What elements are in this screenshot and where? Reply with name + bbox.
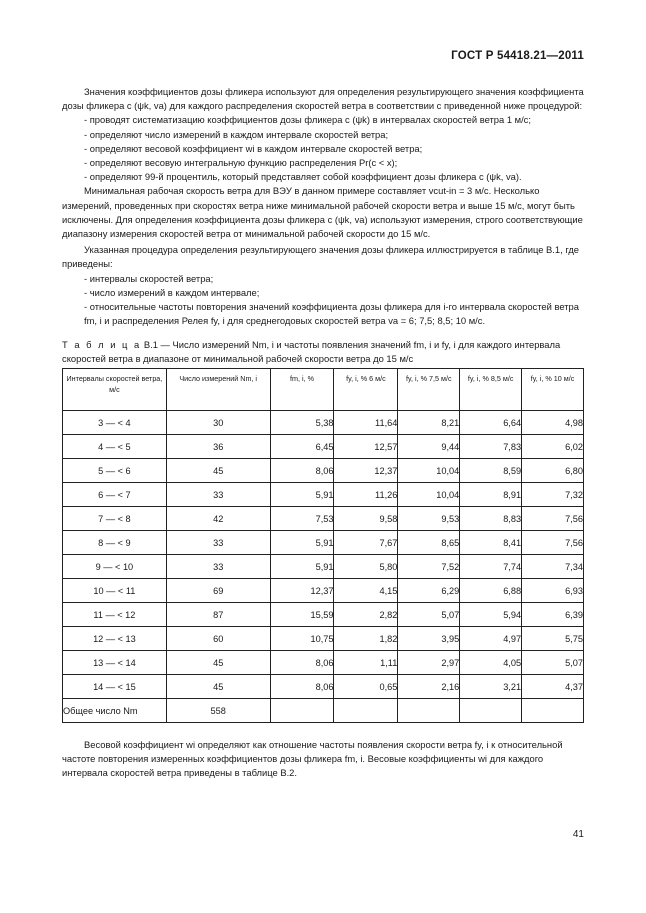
page-number: 41	[572, 829, 584, 840]
table-cell: 8,41	[460, 531, 522, 555]
table-cell: 5,91	[270, 531, 334, 555]
table-cell	[270, 699, 334, 723]
table-cell: 10,75	[270, 627, 334, 651]
header-fm: fm, i, %	[270, 369, 334, 411]
table-cell: 33	[166, 555, 270, 579]
table-caption	[62, 338, 584, 366]
intro-section	[62, 85, 584, 328]
table-caption-label: Т а б л и ц а	[62, 339, 142, 350]
table-row	[63, 627, 584, 651]
total-label: Общее число Nm	[63, 699, 167, 723]
table-cell	[522, 699, 584, 723]
table-total-row	[63, 699, 584, 723]
header-fy-10: fy, i, % 10 м/с	[522, 369, 584, 411]
table-cell: 4,05	[460, 651, 522, 675]
header-fy-6: fy, i, % 6 м/с	[334, 369, 398, 411]
table-cell: 10,04	[398, 459, 460, 483]
closing-paragraph: Весовой коэффициент wi определяют как отношение частоты появления скорости ветра fy, i к относительной частоте повторения измеренных коэффициентов дозы фликера fm, i. Весовые коэффициенты wi для каждого интервала скоростей ветра приведены в таблице В.2.	[62, 739, 563, 779]
table-cell: 7,83	[460, 435, 522, 459]
table-cell: 11,64	[334, 411, 398, 435]
table-cell: 2,82	[334, 603, 398, 627]
header-fy-7-5: fy, i, % 7,5 м/с	[398, 369, 460, 411]
table-cell: 6 — < 7	[63, 483, 167, 507]
table-cell: 3 — < 4	[63, 411, 167, 435]
table-item-2: - число измерений в каждом интервале;	[84, 286, 260, 298]
table-cell: 8 — < 9	[63, 531, 167, 555]
procedure-step-2: - определяют число измерений в каждом интервале скоростей ветра;	[84, 128, 389, 140]
table-cell: 5,91	[270, 555, 334, 579]
table-row	[63, 507, 584, 531]
table-cell: 5,07	[522, 651, 584, 675]
table-cell: 33	[166, 531, 270, 555]
intro-paragraph-3: Указанная процедура определения результирующего значения дозы фликера иллюстрируется в таблице В.1, где приведены:	[62, 244, 580, 270]
header-measurement-count: Число измерений Nm, i	[166, 369, 270, 411]
table-cell: 8,65	[398, 531, 460, 555]
data-table	[62, 368, 584, 723]
table-item-1: - интервалы скоростей ветра;	[84, 272, 214, 284]
table-cell: 5,80	[334, 555, 398, 579]
table-cell: 6,64	[460, 411, 522, 435]
table-cell: 8,06	[270, 675, 334, 699]
table-cell: 10,04	[398, 483, 460, 507]
table-cell: 45	[166, 651, 270, 675]
table-cell: 7,34	[522, 555, 584, 579]
table-cell: 7,56	[522, 507, 584, 531]
table-cell: 14 — < 15	[63, 675, 167, 699]
table-caption-text: В.1 — Число измерений Nm, i и частоты появления значений fm, i и fy, i для каждого интервала скоростей ветра в диапазоне от минимальной рабочей скорости ветра до 15 м/с	[62, 339, 561, 365]
table-cell: 4,15	[334, 579, 398, 603]
closing-section	[62, 738, 584, 781]
table-row	[63, 435, 584, 459]
table-row	[63, 483, 584, 507]
procedure-step-3: - определяют весовой коэффициент wi в каждом интервале скоростей ветра;	[84, 142, 423, 154]
table-cell: 11,26	[334, 483, 398, 507]
table-cell: 5,75	[522, 627, 584, 651]
table-cell: 10 — < 11	[63, 579, 167, 603]
table-cell	[460, 699, 522, 723]
table-cell: 33	[166, 483, 270, 507]
table-cell: 5,91	[270, 483, 334, 507]
table-cell: 7,53	[270, 507, 334, 531]
table-cell: 5,38	[270, 411, 334, 435]
table-cell: 1,11	[334, 651, 398, 675]
table-cell: 8,21	[398, 411, 460, 435]
table-row	[63, 579, 584, 603]
table-cell: 4,37	[522, 675, 584, 699]
table-cell: 7,56	[522, 531, 584, 555]
table-cell: 36	[166, 435, 270, 459]
table-cell	[398, 699, 460, 723]
table-cell: 8,06	[270, 651, 334, 675]
header-wind-interval: Интервалы скоростей ветра, м/с	[63, 369, 167, 411]
table-cell: 5,94	[460, 603, 522, 627]
table-row	[63, 651, 584, 675]
table-cell: 8,91	[460, 483, 522, 507]
table-cell: 7 — < 8	[63, 507, 167, 531]
procedure-step-4: - определяют весовую интегральную функцию распределения Pr(c < x);	[84, 157, 398, 169]
table-row	[63, 555, 584, 579]
table-cell: 6,29	[398, 579, 460, 603]
table-cell: 7,52	[398, 555, 460, 579]
table-cell: 2,16	[398, 675, 460, 699]
table-cell: 3,95	[398, 627, 460, 651]
table-cell: 12,37	[334, 459, 398, 483]
table-cell: 0,65	[334, 675, 398, 699]
table-cell: 6,93	[522, 579, 584, 603]
table-cell: 4 — < 5	[63, 435, 167, 459]
table-cell: 45	[166, 459, 270, 483]
table-item-3: - относительные частоты повторения значений коэффициента дозы фликера для i-го интервала скоростей ветра fm, i и распределения Релея fy, i для среднегодовых скоростей ветра va = 6; 7,5; 8,5; 10 м/с.	[84, 301, 579, 327]
table-cell: 8,59	[460, 459, 522, 483]
table-row	[63, 459, 584, 483]
table-cell: 12,37	[270, 579, 334, 603]
table-cell: 3,21	[460, 675, 522, 699]
table-cell: 7,74	[460, 555, 522, 579]
total-value: 558	[166, 699, 270, 723]
table-cell: 69	[166, 579, 270, 603]
table-cell: 12,57	[334, 435, 398, 459]
intro-paragraph-1: Значения коэффициентов дозы фликера используют для определения результирующего значения коэффициента дозы фликера c (ψk, va) для каждого распределения скоростей ветра в соответствии с приведенной ниже процедурой:	[62, 86, 584, 112]
table-cell: 8,83	[460, 507, 522, 531]
table-cell: 9,44	[398, 435, 460, 459]
standard-designation: ГОСТ Р 54418.21—2011	[451, 50, 584, 62]
table-cell: 4,97	[460, 627, 522, 651]
table-row	[63, 411, 584, 435]
table-cell: 9,53	[398, 507, 460, 531]
table-cell: 15,59	[270, 603, 334, 627]
table-cell	[334, 699, 398, 723]
table-row	[63, 603, 584, 627]
table-cell: 8,06	[270, 459, 334, 483]
table-cell: 9 — < 10	[63, 555, 167, 579]
table-cell: 1,82	[334, 627, 398, 651]
header-fy-8-5: fy, i, % 8,5 м/с	[460, 369, 522, 411]
table-cell: 30	[166, 411, 270, 435]
table-cell: 9,58	[334, 507, 398, 531]
table-cell: 5 — < 6	[63, 459, 167, 483]
table-cell: 6,45	[270, 435, 334, 459]
table-cell: 11 — < 12	[63, 603, 167, 627]
table-cell: 4,98	[522, 411, 584, 435]
table-cell: 6,02	[522, 435, 584, 459]
table-cell: 12 — < 13	[63, 627, 167, 651]
table-row	[63, 675, 584, 699]
intro-paragraph-2: Минимальная рабочая скорость ветра для ВЭУ в данном примере составляет vcut-in = 3 м/с. Несколько измерений, проведенных при скоростях ветра ниже минимальной рабочей скорости ветра и выше 15 м/с, могут быть исключены. Для определения коэффициента дозы фликера c (ψk, va) используют измерения, строго соответствующие диапазону измерения скоростей ветра от минимальной рабочей скорости до 15 м/с.	[62, 185, 583, 240]
table-cell: 6,88	[460, 579, 522, 603]
procedure-step-5: - определяют 99-й процентиль, который представляет собой коэффициент дозы фликера c (ψk, va).	[84, 171, 522, 183]
procedure-step-1: - проводят систематизацию коэффициентов дозы фликера c (ψk) в интервалах скоростей ветра 1 м/с;	[84, 114, 531, 126]
table-cell: 45	[166, 675, 270, 699]
table-cell: 60	[166, 627, 270, 651]
table-cell: 6,39	[522, 603, 584, 627]
table-cell: 7,32	[522, 483, 584, 507]
table-row	[63, 531, 584, 555]
table-cell: 42	[166, 507, 270, 531]
table-cell: 7,67	[334, 531, 398, 555]
table-header-row	[63, 369, 584, 411]
table-cell: 13 — < 14	[63, 651, 167, 675]
table-cell: 5,07	[398, 603, 460, 627]
table-cell: 6,80	[522, 459, 584, 483]
table-cell: 87	[166, 603, 270, 627]
table-cell: 2,97	[398, 651, 460, 675]
